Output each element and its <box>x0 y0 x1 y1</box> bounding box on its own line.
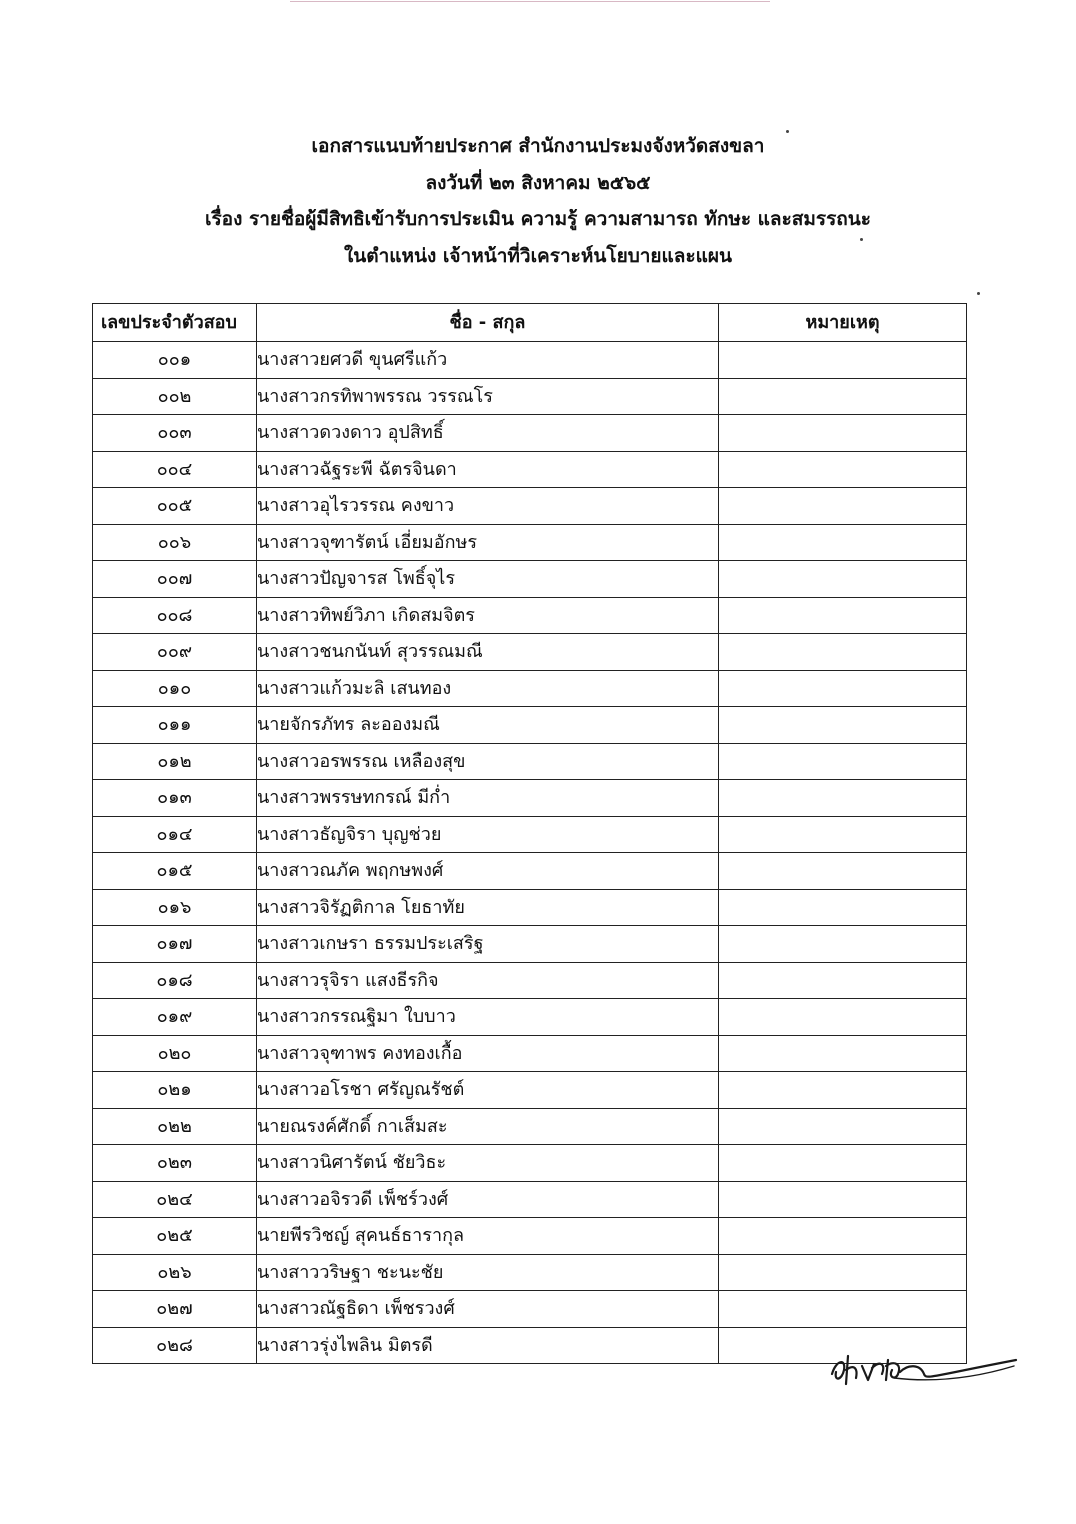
remarks-cell <box>719 378 967 415</box>
table-row <box>93 597 967 634</box>
remarks-cell <box>719 743 967 780</box>
table-row <box>93 1218 967 1255</box>
table-row <box>93 1181 967 1218</box>
table-row <box>93 853 967 890</box>
exam-id-cell: ๐๐๕ <box>93 488 257 525</box>
table-row <box>93 634 967 671</box>
exam-id-cell: ๐๑๘ <box>93 962 257 999</box>
exam-id-cell: ๐๐๙ <box>93 634 257 671</box>
table-row <box>93 670 967 707</box>
remarks-cell <box>719 853 967 890</box>
table-body <box>93 342 967 1364</box>
column-header-remarks: หมายเหตุ <box>719 304 967 342</box>
table-row <box>93 342 967 379</box>
candidate-table <box>92 303 967 1364</box>
table-row <box>93 488 967 525</box>
exam-id-cell: ๐๑๙ <box>93 999 257 1036</box>
header-position: ในตำแหน่ง เจ้าหน้าที่วิเคราะห์นโยบายและแผน <box>343 244 733 267</box>
exam-id-cell: ๐๒๓ <box>93 1145 257 1182</box>
candidate-name-cell: นางสาวนิศารัตน์ ชัยวิธะ <box>257 1145 719 1182</box>
exam-id-cell: ๐๒๑ <box>93 1072 257 1109</box>
exam-id-cell: ๐๒๖ <box>93 1254 257 1291</box>
remarks-cell <box>719 415 967 452</box>
table-row <box>93 962 967 999</box>
scan-speck <box>860 238 863 241</box>
table-row <box>93 451 967 488</box>
candidate-name-cell: นางสาวทิพย์วิภา เกิดสมจิตร <box>257 597 719 634</box>
remarks-cell <box>719 1035 967 1072</box>
exam-id-cell: ๐๒๔ <box>93 1181 257 1218</box>
exam-id-cell: ๐๐๔ <box>93 451 257 488</box>
table-row <box>93 743 967 780</box>
remarks-cell <box>719 451 967 488</box>
header-attachment-title: เอกสารแนบท้ายประกาศ สำนักงานประมงจังหวัดสงขลา <box>311 135 765 157</box>
candidate-name-cell: นางสาววริษฐา ชะนะชัย <box>257 1254 719 1291</box>
exam-id-cell: ๐๐๘ <box>93 597 257 634</box>
exam-id-cell: ๐๑๓ <box>93 780 257 817</box>
table-row <box>93 1108 967 1145</box>
candidate-name-cell: นางสาวแก้วมะลิ เสนทอง <box>257 670 719 707</box>
remarks-cell <box>719 1108 967 1145</box>
exam-id-cell: ๐๑๕ <box>93 853 257 890</box>
exam-id-cell: ๐๑๗ <box>93 926 257 963</box>
table-row <box>93 378 967 415</box>
candidate-name-cell: นายณรงค์ศักดิ์ กาเส็มสะ <box>257 1108 719 1145</box>
candidate-name-cell: นางสาวอุไรวรรณ คงขาว <box>257 488 719 525</box>
table-row <box>93 524 967 561</box>
candidate-name-cell: นางสาวกรรณฐิมา ใบบาว <box>257 999 719 1036</box>
exam-id-cell: ๐๒๘ <box>93 1327 257 1364</box>
candidate-name-cell: นางสาวรุ่งไพลิน มิตรดี <box>257 1327 719 1364</box>
candidate-name-cell: นางสาวจุฑาพร คงทองเกื้อ <box>257 1035 719 1072</box>
candidate-name-cell: นายจักรภัทร ละอองมณี <box>257 707 719 744</box>
candidate-name-cell: นางสาวอรพรรณ เหลืองสุข <box>257 743 719 780</box>
remarks-cell <box>719 524 967 561</box>
table-row <box>93 1145 967 1182</box>
remarks-cell <box>719 962 967 999</box>
exam-id-cell: ๐๑๐ <box>93 670 257 707</box>
remarks-cell <box>719 1291 967 1328</box>
remarks-cell <box>719 816 967 853</box>
top-border-line <box>290 1 770 2</box>
column-header-exam-id: เลขประจำตัวสอบ <box>93 304 257 342</box>
remarks-cell <box>719 889 967 926</box>
candidate-name-cell: นางสาวณัฐธิดา เพ็ชรวงศ์ <box>257 1291 719 1328</box>
table-header-row <box>93 304 967 342</box>
candidate-name-cell: นางสาวฉัฐระพี ฉัตรจินดา <box>257 451 719 488</box>
candidate-name-cell: นางสาวณภัค พฤกษพงศ์ <box>257 853 719 890</box>
column-header-name: ชื่อ - สกุล <box>257 304 719 342</box>
remarks-cell <box>719 670 967 707</box>
table-row <box>93 1291 967 1328</box>
candidate-name-cell: นางสาวจิรัฏติกาล โยธาทัย <box>257 889 719 926</box>
remarks-cell <box>719 1145 967 1182</box>
remarks-cell <box>719 634 967 671</box>
candidate-name-cell: นางสาวเกษรา ธรรมประเสริฐ <box>257 926 719 963</box>
candidate-name-cell: นางสาวพรรษทกรณ์ มีก่ำ <box>257 780 719 817</box>
exam-id-cell: ๐๐๑ <box>93 342 257 379</box>
remarks-cell <box>719 1218 967 1255</box>
signature-mark <box>828 1346 1018 1390</box>
remarks-cell <box>719 597 967 634</box>
exam-id-cell: ๐๒๐ <box>93 1035 257 1072</box>
exam-id-cell: ๐๒๗ <box>93 1291 257 1328</box>
remarks-cell <box>719 999 967 1036</box>
remarks-cell <box>719 561 967 598</box>
remarks-cell <box>719 780 967 817</box>
candidate-name-cell: นางสาวอจิรวดี เพ็ชร์วงศ์ <box>257 1181 719 1218</box>
table-row <box>93 1254 967 1291</box>
candidate-name-cell: นางสาวชนกนันท์ สุวรรณมณี <box>257 634 719 671</box>
candidate-name-cell: นางสาวปัญจารส โพธิ์จุไร <box>257 561 719 598</box>
exam-id-cell: ๐๑๑ <box>93 707 257 744</box>
remarks-cell <box>719 488 967 525</box>
table-row <box>93 415 967 452</box>
table-row <box>93 816 967 853</box>
remarks-cell <box>719 342 967 379</box>
scan-speck <box>977 292 980 295</box>
table-row <box>93 1035 967 1072</box>
remarks-cell <box>719 926 967 963</box>
exam-id-cell: ๐๐๗ <box>93 561 257 598</box>
table-row <box>93 780 967 817</box>
table-row <box>93 707 967 744</box>
table-row <box>93 561 967 598</box>
candidate-name-cell: นางสาวรุจิรา แสงธีรกิจ <box>257 962 719 999</box>
exam-id-cell: ๐๐๖ <box>93 524 257 561</box>
table-row <box>93 999 967 1036</box>
remarks-cell <box>719 1072 967 1109</box>
table-row <box>93 926 967 963</box>
candidate-name-cell: นางสาวจุฑารัตน์ เอี่ยมอักษร <box>257 524 719 561</box>
exam-id-cell: ๐๑๖ <box>93 889 257 926</box>
candidate-name-cell: นายพีรวิชญ์ สุคนธ์ธารากุล <box>257 1218 719 1255</box>
table-row <box>93 889 967 926</box>
candidate-name-cell: นางสาวดวงดาว อุปสิทธิ์ <box>257 415 719 452</box>
table-row <box>93 1072 967 1109</box>
scan-speck <box>786 130 789 133</box>
exam-id-cell: ๐๐๓ <box>93 415 257 452</box>
candidate-name-cell: นางสาวยศวดี ขุนศรีแก้ว <box>257 342 719 379</box>
remarks-cell <box>719 707 967 744</box>
exam-id-cell: ๐๑๒ <box>93 743 257 780</box>
candidate-name-cell: นางสาวอโรชา ศรัญณรัชต์ <box>257 1072 719 1109</box>
exam-id-cell: ๐๒๕ <box>93 1218 257 1255</box>
exam-id-cell: ๐๑๔ <box>93 816 257 853</box>
candidate-name-cell: นางสาวธัญจิรา บุญช่วย <box>257 816 719 853</box>
exam-id-cell: ๐๐๒ <box>93 378 257 415</box>
remarks-cell <box>719 1254 967 1291</box>
document-header <box>0 128 1076 274</box>
remarks-cell <box>719 1181 967 1218</box>
candidate-name-cell: นางสาวกรทิพาพรรณ วรรณโร <box>257 378 719 415</box>
header-subject: เรื่อง รายชื่อผู้มีสิทธิเข้ารับการประเมิน ความรู้ ความสามารถ ทักษะ และสมรรถนะ <box>204 208 872 230</box>
header-date: ลงวันที่ ๒๓ สิงหาคม ๒๕๖๕ <box>425 171 651 194</box>
exam-id-cell: ๐๒๒ <box>93 1108 257 1145</box>
